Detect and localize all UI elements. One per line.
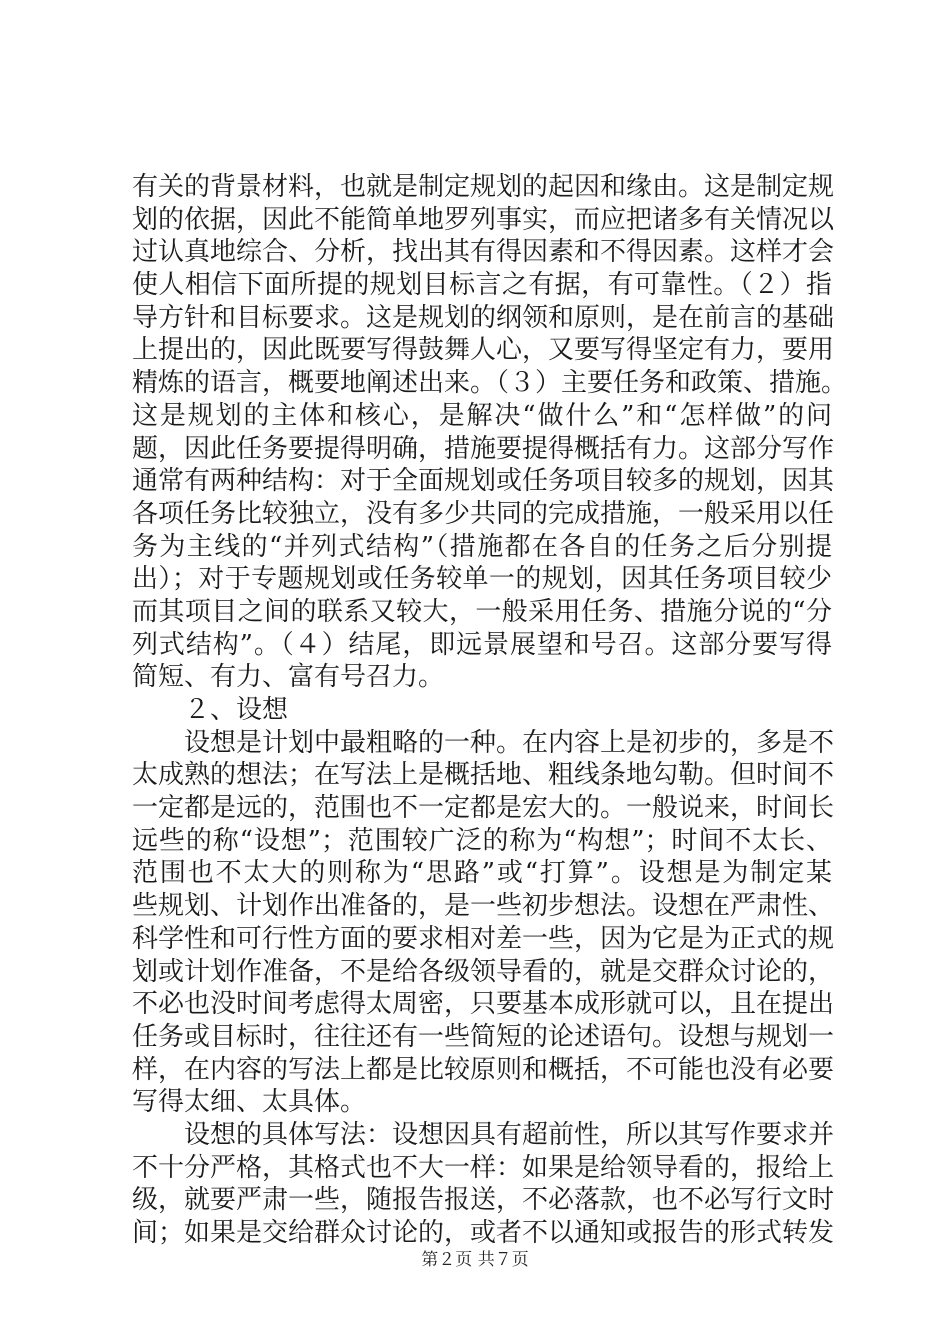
text-line: 远些的称“设想”；范围较广泛的称为“构想”；时间不太长、 — [132, 825, 832, 856]
text-line: 使人相信下面所提的规划目标言之有据，有可靠性。（２）指 — [132, 270, 832, 301]
text-line: 有关的背景材料，也就是制定规划的起因和缘由。这是制定规 — [132, 172, 835, 202]
text-line: 列式结构”。（４）结尾，即远景展望和号召。这部分要写得 — [132, 629, 832, 660]
text-line: 上提出的，因此既要写得鼓舞人心，又要写得坚定有力，要用 — [132, 335, 835, 366]
document-body — [132, 171, 848, 1250]
text-line: 级，就要严肃一些，随报告报送，不必落款，也不必写行文时 — [132, 1185, 835, 1216]
text-line: 这是规划的主体和核心，是解决“做什么”和“怎样做”的问 — [132, 400, 832, 431]
text-line: 间；如果是交给群众讨论的，或者不以通知或报告的形式转发 — [132, 1218, 835, 1248]
text-line: 些规划、计划作出准备的，是一些初步想法。设想在严肃性、 — [132, 891, 835, 922]
text-line: 题，因此任务要提得明确，措施要提得概括有力。这部分写作 — [132, 433, 835, 464]
text-line: 任务或目标时，往往还有一些简短的论述语句。设想与规划一 — [132, 1021, 835, 1052]
text-line: 范围也不太大的则称为“思路”或“打算”。设想是为制定某 — [132, 858, 832, 889]
text-line: 精炼的语言，概要地阐述出来。（３）主要任务和政策、措施。 — [132, 368, 848, 399]
text-line: 设想是计划中最粗略的一种。在内容上是初步的，多是不 — [184, 727, 835, 758]
text-line: 各项任务比较独立，没有多少共同的完成措施，一般采用以任 — [132, 498, 835, 529]
text-line: 不十分严格，其格式也不大一样：如果是给领导看的，报给上 — [132, 1152, 835, 1183]
text-line: 设想的具体写法：设想因具有超前性，所以其写作要求并 — [184, 1119, 835, 1150]
text-line: 务为主线的“并列式结构”（措施都在各自的任务之后分别提 — [132, 531, 832, 562]
text-line: 不必也没时间考虑得太周密，只要基本成形就可以，且在提出 — [132, 989, 835, 1020]
text-line: 样，在内容的写法上都是比较原则和概括，不可能也没有必要 — [132, 1054, 835, 1085]
text-line: 太成熟的想法；在写法上是概括地、粗线条地勾勒。但时间不 — [132, 760, 835, 791]
text-line: 写得太细、太具体。 — [132, 1087, 367, 1118]
page-number: 第２页 共７页 — [421, 1250, 529, 1270]
text-line: 简短、有力、富有号召力。 — [132, 662, 445, 693]
text-line: 出）；对于专题规划或任务较单一的规划，因其任务项目较少 — [132, 564, 832, 595]
text-line: 过认真地综合、分析，找出其有得因素和不得因素。这样才会 — [132, 237, 835, 268]
text-line: 划或计划作准备，不是给各级领导看的，就是交群众讨论的， — [132, 956, 835, 987]
text-line: 划的依据，因此不能简单地罗列事实，而应把诸多有关情况以 — [132, 204, 835, 235]
section-heading: ２、设想 — [184, 695, 289, 725]
text-line: 通常有两种结构：对于全面规划或任务项目较多的规划，因其 — [132, 466, 835, 497]
text-line: 一定都是远的，范围也不一定都是宏大的。一般说来，时间长 — [132, 793, 835, 824]
text-line: 而其项目之间的联系又较大，一般采用任务、措施分说的“分 — [132, 596, 832, 627]
text-line: 导方针和目标要求。这是规划的纲领和原则，是在前言的基础 — [132, 302, 835, 333]
page-footer — [0, 1245, 950, 1270]
text-line: 科学性和可行性方面的要求相对差一些，因为它是为正式的规 — [132, 923, 835, 954]
